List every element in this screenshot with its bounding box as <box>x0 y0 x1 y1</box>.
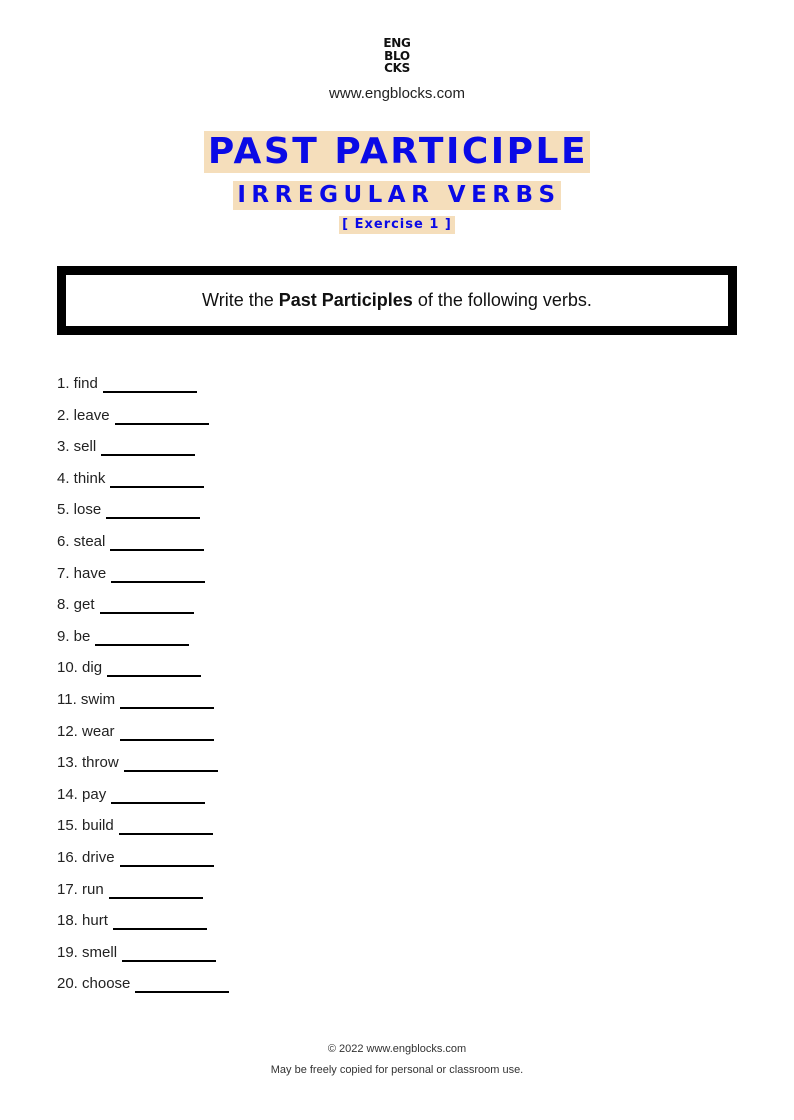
list-item <box>57 690 229 722</box>
list-item <box>57 532 229 564</box>
footer-license: May be freely copied for personal or classroom use. <box>270 1064 524 1076</box>
logo-line: BLO <box>384 48 410 63</box>
answer-blank[interactable] <box>135 974 229 993</box>
list-item <box>57 406 229 438</box>
list-item <box>57 785 229 817</box>
answer-blank[interactable] <box>120 848 214 867</box>
list-item <box>57 469 229 501</box>
answer-blank[interactable] <box>111 564 205 583</box>
list-item <box>57 848 229 880</box>
footer-copyright: © 2022 www.engblocks.com <box>327 1043 467 1055</box>
answer-blank[interactable] <box>120 690 214 709</box>
list-item <box>57 437 229 469</box>
verb-label: 12. wear <box>57 722 115 740</box>
answer-blank[interactable] <box>122 943 216 962</box>
answer-blank[interactable] <box>101 437 195 456</box>
answer-blank[interactable] <box>124 753 218 772</box>
list-item <box>57 974 229 1006</box>
answer-blank[interactable] <box>106 500 200 519</box>
verb-label: 8. get <box>57 596 95 614</box>
list-item <box>57 500 229 532</box>
answer-blank[interactable] <box>110 469 204 488</box>
instruction-box <box>57 266 737 335</box>
verb-label: 18. hurt <box>57 912 108 930</box>
list-item <box>57 658 229 690</box>
verb-label: 2. leave <box>57 406 110 424</box>
verb-label: 11. swim <box>57 690 116 708</box>
verb-label: 13. throw <box>57 754 119 772</box>
page-subtitle: IRREGULAR VERBS <box>233 181 560 210</box>
answer-blank[interactable] <box>119 816 213 835</box>
answer-blank[interactable] <box>100 595 194 614</box>
list-item <box>57 564 229 596</box>
list-item <box>57 595 229 627</box>
verb-label: 4. think <box>57 469 106 487</box>
verb-label: 9. be <box>57 627 91 645</box>
list-item <box>57 753 229 785</box>
exercise-label: [ Exercise 1 ] <box>339 216 455 234</box>
page-title: PAST PARTICIPLE <box>204 131 590 173</box>
list-item <box>57 374 229 406</box>
answer-blank[interactable] <box>107 658 201 677</box>
verb-label: 14. pay <box>57 785 107 803</box>
answer-blank[interactable] <box>120 722 214 741</box>
verb-label: 16. drive <box>57 848 115 866</box>
exercise-list <box>57 374 229 1006</box>
verb-label: 1. find <box>57 375 98 392</box>
answer-blank[interactable] <box>113 911 207 930</box>
answer-blank[interactable] <box>103 374 197 393</box>
verb-label: 19. smell <box>57 943 118 961</box>
website-url: www.engblocks.com <box>329 85 465 102</box>
verb-label: 5. lose <box>57 501 102 519</box>
logo-line: ENG <box>383 36 411 50</box>
engblocks-logo <box>0 37 794 75</box>
answer-blank[interactable] <box>110 532 204 551</box>
answer-blank[interactable] <box>115 406 209 425</box>
verb-label: 15. build <box>57 817 114 835</box>
list-item <box>57 911 229 943</box>
verb-label: 6. steal <box>57 532 106 550</box>
instruction-text: Write the Past Participles of the following verbs. <box>202 290 592 310</box>
list-item <box>57 627 229 659</box>
logo-line: CKS <box>384 61 410 75</box>
answer-blank[interactable] <box>95 627 189 646</box>
list-item <box>57 943 229 975</box>
list-item <box>57 816 229 848</box>
verb-label: 17. run <box>57 880 104 898</box>
verb-label: 20. choose <box>57 975 131 993</box>
verb-label: 3. sell <box>57 438 97 456</box>
answer-blank[interactable] <box>109 880 203 899</box>
list-item <box>57 722 229 754</box>
instruction-emphasis: Past Participles <box>278 290 413 310</box>
answer-blank[interactable] <box>111 785 205 804</box>
verb-label: 10. dig <box>57 659 103 677</box>
verb-label: 7. have <box>57 564 107 582</box>
list-item <box>57 880 229 912</box>
